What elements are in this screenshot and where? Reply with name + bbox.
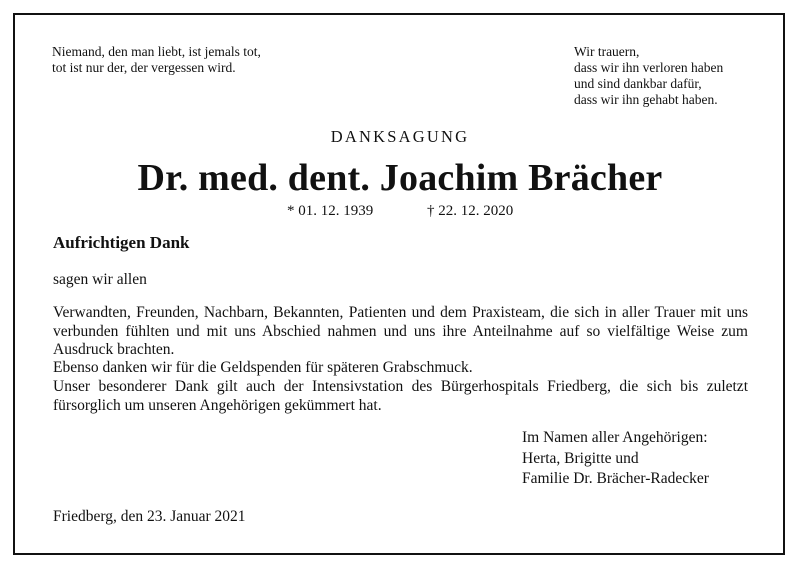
- place-and-date: Friedberg, den 23. Januar 2021: [53, 508, 246, 525]
- thanks-title: Aufrichtigen Dank: [53, 233, 190, 252]
- quote-left: [52, 44, 261, 76]
- signature-line: Herta, Brigitte und: [522, 449, 639, 467]
- quote-right-line: dass wir ihn verloren haben: [574, 60, 724, 75]
- signature-line: Familie Dr. Brächer-Radecker: [522, 470, 709, 487]
- deceased-name: Dr. med. dent. Joachim Brächer: [137, 157, 663, 199]
- birth-date: * 01. 12. 1939: [287, 203, 374, 219]
- quote-right: [574, 44, 723, 108]
- thanks-intro: sagen wir allen: [53, 271, 147, 288]
- quote-left-line: tot ist nur der, der vergessen wird.: [52, 60, 236, 75]
- signature-line: Im Namen aller Angehörigen:: [522, 429, 708, 446]
- quote-right-line: dass wir ihn gehabt haben.: [574, 92, 718, 107]
- quote-right-line: und sind dankbar dafür,: [574, 76, 702, 91]
- quote-left-line: Niemand, den man liebt, ist jemals tot,: [52, 44, 261, 59]
- signature-block: [522, 428, 709, 490]
- paragraph-relatives: Verwandten, Freunden, Nachbarn, Bekannten, Patienten und dem Praxisteam, die sich in aller Trauer mit uns verbunden fühlten und mit uns Abschied nahmen und uns ihre Anteilnahme auf so vielfältige Weise zum Ausdruck brachten.: [53, 304, 748, 358]
- quote-right-line: Wir trauern,: [574, 44, 640, 59]
- death-date: † 22. 12. 2020: [427, 203, 514, 219]
- heading-danksagung: DANKSAGUNG: [330, 127, 470, 146]
- paragraph-hospital: Unser besonderer Dank gilt auch der Intensivstation des Bürgerhospitals Friedberg, die sich bis zuletzt fürsorglich um unseren Angehörigen gekümmert hat.: [53, 378, 748, 414]
- paragraph-donations: Ebenso danken wir für die Geldspenden für späteren Grabschmuck.: [53, 359, 473, 376]
